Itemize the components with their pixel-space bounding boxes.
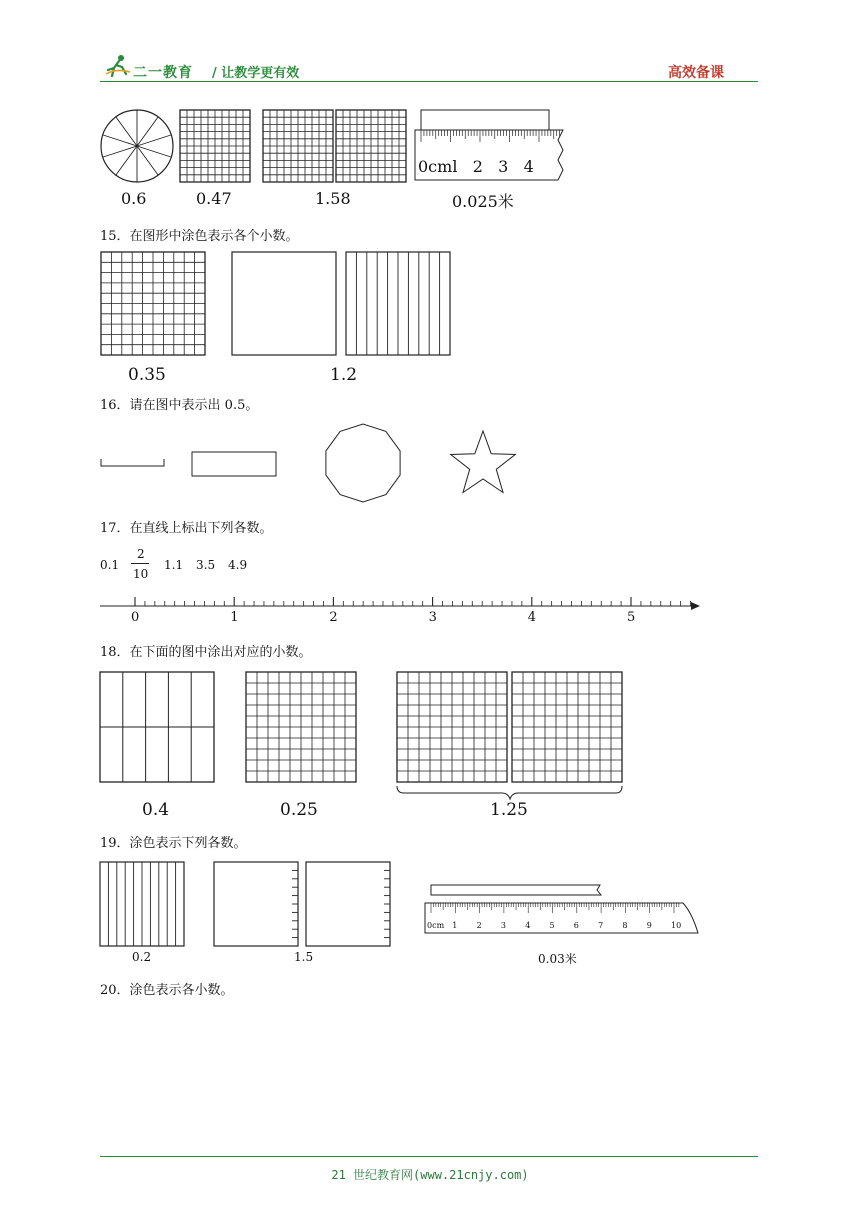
header-slogan: / 让教学更有效 bbox=[212, 66, 300, 81]
axis-label-2: 2 bbox=[329, 610, 338, 625]
axis-label-5: 5 bbox=[627, 610, 636, 625]
ruler-label-10: 10 bbox=[671, 921, 682, 930]
q15-label-0-35: 0.35 bbox=[128, 365, 166, 385]
axis-label-3: 3 bbox=[428, 610, 437, 625]
q17-fraction-den: 10 bbox=[133, 567, 149, 581]
ruler-label-0cm: 0cm bbox=[427, 921, 445, 930]
q18-label-0-25: 0.25 bbox=[280, 800, 318, 820]
q19-label-0-2: 0.2 bbox=[132, 950, 152, 964]
q17-fraction-num: 2 bbox=[137, 547, 145, 561]
ruler-label-3: 3 bbox=[500, 921, 506, 930]
ruler-label-6: 6 bbox=[573, 921, 579, 930]
q14-label-0-025m: 0.025米 bbox=[452, 192, 514, 211]
square-ticked-a bbox=[214, 862, 298, 946]
axis-label-1: 1 bbox=[230, 610, 239, 625]
q19-title: 19．涂色表示下列各数。 bbox=[100, 836, 247, 851]
q14-label-1-58: 1.58 bbox=[315, 189, 351, 208]
brand-name: 二一教育 bbox=[133, 65, 193, 81]
ruler-label-1: 1 bbox=[452, 921, 458, 930]
header-right-title: 高效备课 bbox=[668, 65, 724, 81]
ruler-label-8: 8 bbox=[622, 921, 628, 930]
footer-divider bbox=[100, 1156, 758, 1157]
q14-label-0-47: 0.47 bbox=[196, 189, 232, 208]
q18-label-1-25: 1.25 bbox=[490, 800, 528, 820]
q17-number-4-9: 4.9 bbox=[228, 558, 248, 572]
footer-text: 21 世纪教育网(www.21cnjy.com) bbox=[331, 1168, 529, 1182]
ruler-label-7: 7 bbox=[598, 921, 604, 930]
axis-label-4: 4 bbox=[527, 610, 537, 625]
axis-label-0: 0 bbox=[131, 610, 140, 625]
q17-title: 17．在直线上标出下列各数。 bbox=[100, 521, 273, 536]
q20-title: 20．涂色表示各小数。 bbox=[100, 983, 234, 998]
q17-number-3-5: 3.5 bbox=[196, 558, 216, 572]
q19-label-1-5: 1.5 bbox=[294, 950, 314, 964]
q18-label-0-4: 0.4 bbox=[142, 800, 170, 820]
q17-number-0-1: 0.1 bbox=[100, 558, 120, 572]
ruler-label-5: 5 bbox=[549, 921, 555, 930]
q14-ruler-numbers: 0cml 2 3 4 bbox=[418, 157, 534, 176]
ruler-label-4: 4 bbox=[525, 921, 531, 930]
ruler-label-9: 9 bbox=[646, 921, 652, 930]
q18-title: 18．在下面的图中涂出对应的小数。 bbox=[100, 645, 312, 660]
square-ticked-b bbox=[306, 862, 390, 946]
ruler-label-2: 2 bbox=[476, 921, 482, 930]
q17-number-1-1: 1.1 bbox=[164, 558, 184, 572]
ruler-centimeter bbox=[425, 885, 698, 933]
q15-label-1-2: 1.2 bbox=[330, 365, 358, 385]
q14-label-0-6: 0.6 bbox=[121, 189, 147, 208]
q16-title: 16．请在图中表示出 0.5。 bbox=[100, 398, 259, 413]
q19-label-0-03m: 0.03米 bbox=[538, 952, 577, 966]
strips-tenths-0-2 bbox=[100, 862, 184, 946]
q15-title: 15．在图形中涂色表示各个小数。 bbox=[100, 229, 299, 244]
